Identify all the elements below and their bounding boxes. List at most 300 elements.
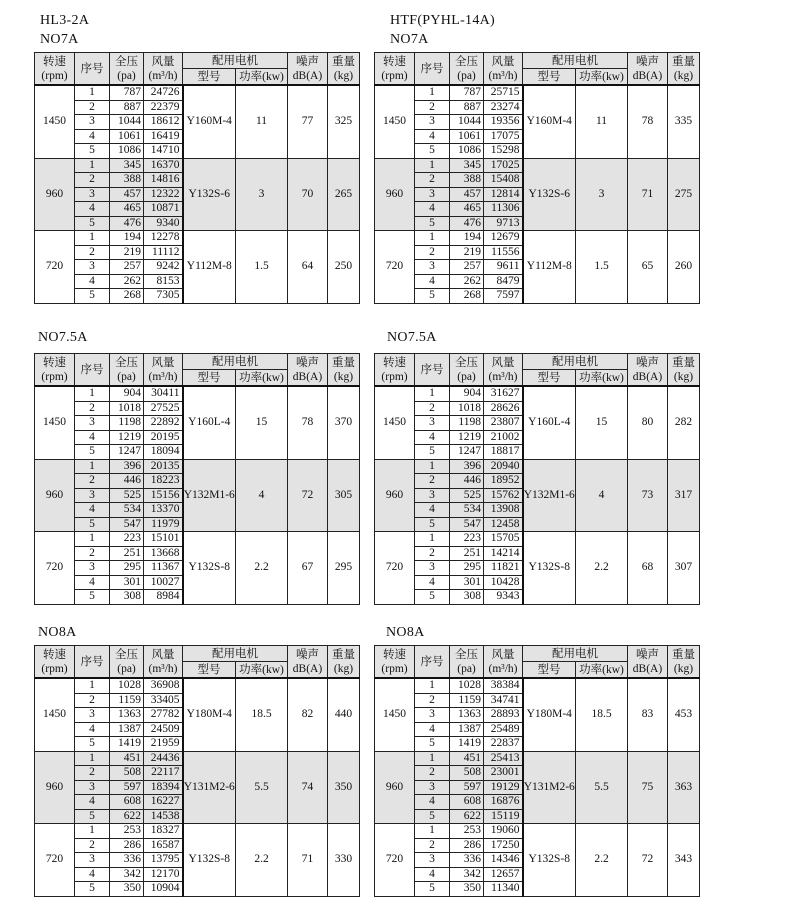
header-airflow [144,646,183,679]
motor-power-cell: 2.2 [236,532,288,605]
airflow-cell: 19356 [484,115,523,130]
speed-cell: 1450 [35,678,75,751]
header-motor-model: 型号 [183,69,236,86]
header-airflow-label: 风量 [491,648,515,661]
header-weight-label: 重量 [332,648,355,661]
header-speed-label: 转速 [383,356,406,369]
pressure-cell: 547 [110,517,144,532]
pressure-cell: 223 [110,532,144,547]
header-airflow-label: 风量 [151,356,175,369]
header-pressure-unit: (pa) [457,69,476,82]
airflow-cell: 23807 [484,416,523,431]
pressure-cell: 525 [110,488,144,503]
header-pressure [450,354,484,387]
index-cell: 5 [415,809,450,824]
header-weight-label: 重量 [332,55,355,68]
airflow-cell: 18817 [484,445,523,460]
header-index [75,354,110,387]
index-cell: 3 [75,780,110,795]
noise-cell: 83 [628,678,668,751]
noise-cell: 74 [288,751,328,824]
motor-power-cell: 1.5 [236,231,288,304]
index-cell: 3 [75,561,110,576]
pressure-cell: 787 [450,85,484,100]
header-pressure [110,354,144,387]
speed-cell: 960 [375,459,415,532]
header-noise [288,646,328,679]
header-weight-unit: (kg) [333,370,354,383]
weight-cell: 343 [668,824,700,897]
airflow-cell: 20195 [144,430,183,445]
airflow-cell: 10027 [144,575,183,590]
pressure-cell: 1159 [450,693,484,708]
weight-cell: 275 [668,158,700,231]
index-cell: 3 [415,780,450,795]
pressure-cell: 1219 [110,430,144,445]
index-cell: 1 [75,532,110,547]
header-motor-model: 型号 [183,370,236,387]
header-pressure-label: 全压 [455,356,478,369]
header-weight [668,53,700,86]
index-cell: 2 [75,100,110,115]
airflow-cell: 8984 [144,590,183,605]
noise-cell: 64 [288,231,328,304]
pressure-cell: 251 [450,546,484,561]
motor-model-cell: Y132S-8 [523,824,576,897]
motor-model-cell: Y131M2-6 [523,751,576,824]
header-pressure [450,53,484,86]
fan-spec-table [34,353,360,605]
weight-cell: 265 [328,158,360,231]
pressure-cell: 253 [110,824,144,839]
weight-cell: 250 [328,231,360,304]
speed-cell: 1450 [35,386,75,459]
speed-cell: 720 [35,532,75,605]
header-noise-unit: dB(A) [632,662,663,675]
airflow-cell: 16587 [144,838,183,853]
noise-cell: 78 [628,85,668,158]
airflow-cell: 19060 [484,824,523,839]
pressure-cell: 308 [450,590,484,605]
header-motor-power: 功率(kw) [576,662,628,679]
airflow-cell: 21002 [484,430,523,445]
index-cell: 5 [415,517,450,532]
airflow-cell: 25413 [484,751,523,766]
airflow-cell: 17025 [484,158,523,173]
airflow-cell: 13370 [144,503,183,518]
index-cell: 3 [75,416,110,431]
header-weight [328,646,360,679]
pressure-cell: 388 [110,173,144,188]
motor-power-cell: 18.5 [576,678,628,751]
index-cell: 2 [75,838,110,853]
header-index [415,354,450,387]
table-row [35,751,360,766]
airflow-cell: 18094 [144,445,183,460]
index-cell: 3 [415,260,450,275]
pressure-cell: 268 [450,289,484,304]
motor-power-cell: 2.2 [576,824,628,897]
table-row [35,85,360,100]
pressure-cell: 1018 [450,401,484,416]
airflow-cell: 16876 [484,795,523,810]
index-cell: 2 [415,245,450,260]
index-cell: 1 [75,386,110,401]
motor-power-cell: 11 [236,85,288,158]
speed-cell: 720 [375,824,415,897]
header-index [75,53,110,86]
pressure-cell: 446 [450,474,484,489]
motor-model-cell: Y180M-4 [183,678,236,751]
airflow-cell: 15298 [484,144,523,159]
pressure-cell: 476 [450,216,484,231]
airflow-cell: 24509 [144,722,183,737]
pressure-cell: 597 [110,780,144,795]
pressure-cell: 608 [110,795,144,810]
header-index-label: 序号 [80,655,104,668]
index-cell: 1 [75,824,110,839]
index-cell: 5 [75,144,110,159]
pressure-cell: 597 [450,780,484,795]
noise-cell: 75 [628,751,668,824]
airflow-cell: 34741 [484,693,523,708]
airflow-cell: 7597 [484,289,523,304]
pressure-cell: 1061 [110,129,144,144]
header-noise-unit: dB(A) [292,370,323,383]
index-cell: 4 [75,430,110,445]
speed-cell: 960 [35,459,75,532]
airflow-cell: 18952 [484,474,523,489]
header-motor: 配用电机 [523,354,628,370]
header-airflow [144,354,183,387]
pressure-cell: 525 [450,488,484,503]
motor-model-cell: Y132S-8 [523,532,576,605]
index-cell: 2 [75,766,110,781]
header-motor: 配用电机 [523,53,628,69]
weight-cell: 330 [328,824,360,897]
header-noise-label: 噪声 [296,356,319,369]
index-cell: 4 [75,795,110,810]
pressure-cell: 547 [450,517,484,532]
pressure-cell: 262 [450,274,484,289]
noise-cell: 72 [628,824,668,897]
airflow-cell: 20940 [484,459,523,474]
pressure-cell: 1018 [110,401,144,416]
pressure-cell: 295 [450,561,484,576]
motor-model-cell: Y132S-6 [523,158,576,231]
motor-model-cell: Y160L-4 [183,386,236,459]
speed-cell: 1450 [35,85,75,158]
weight-cell: 305 [328,459,360,532]
airflow-cell: 25715 [484,85,523,100]
noise-cell: 73 [628,459,668,532]
pressure-cell: 257 [450,260,484,275]
airflow-cell: 14816 [144,173,183,188]
header-motor: 配用电机 [183,646,288,662]
series-title: HTF(PYHL-14A) [390,13,496,28]
header-pressure [450,646,484,679]
header-noise-label: 噪声 [636,55,659,68]
header-noise-unit: dB(A) [632,69,663,82]
table-row [35,231,360,246]
table-row [375,751,700,766]
header-speed-label: 转速 [383,648,406,661]
header-airflow-label: 风量 [151,55,175,68]
table-row [35,386,360,401]
header-airflow [484,646,523,679]
noise-cell: 78 [288,386,328,459]
pressure-cell: 342 [110,867,144,882]
motor-model-cell: Y131M2-6 [183,751,236,824]
motor-power-cell: 5.5 [236,751,288,824]
model-title: NO8A [38,625,77,640]
table-row [375,386,700,401]
header-speed-unit: (rpm) [41,370,68,383]
header-noise-label: 噪声 [636,356,659,369]
index-cell: 2 [75,173,110,188]
airflow-cell: 9242 [144,260,183,275]
index-cell: 2 [75,693,110,708]
index-cell: 1 [415,85,450,100]
index-cell: 5 [75,517,110,532]
index-cell: 1 [415,751,450,766]
index-cell: 4 [75,867,110,882]
model-title: NO7A [40,32,79,47]
airflow-cell: 12170 [144,867,183,882]
header-weight [668,354,700,387]
index-cell: 1 [75,231,110,246]
weight-cell: 282 [668,386,700,459]
pressure-cell: 1159 [110,693,144,708]
header-weight [328,354,360,387]
weight-cell: 307 [668,532,700,605]
airflow-cell: 9713 [484,216,523,231]
index-cell: 3 [75,260,110,275]
model-title: NO8A [386,625,425,640]
airflow-cell: 19129 [484,780,523,795]
index-cell: 2 [415,474,450,489]
weight-cell: 317 [668,459,700,532]
index-cell: 4 [415,795,450,810]
pressure-cell: 787 [110,85,144,100]
pressure-cell: 257 [110,260,144,275]
index-cell: 2 [75,474,110,489]
motor-power-cell: 2.2 [236,824,288,897]
motor-power-cell: 3 [236,158,288,231]
index-cell: 3 [75,708,110,723]
pressure-cell: 465 [450,202,484,217]
header-speed-label: 转速 [383,55,406,68]
motor-power-cell: 5.5 [576,751,628,824]
header-speed [375,646,415,679]
noise-cell: 71 [288,824,328,897]
noise-cell: 71 [628,158,668,231]
motor-power-cell: 4 [576,459,628,532]
table-row [35,678,360,693]
pressure-cell: 1387 [450,722,484,737]
airflow-cell: 10904 [144,882,183,897]
index-cell: 3 [415,187,450,202]
header-pressure-unit: (pa) [457,370,476,383]
index-cell: 5 [415,144,450,159]
header-speed [35,53,75,86]
header-weight [328,53,360,86]
index-cell: 5 [415,590,450,605]
index-cell: 4 [415,202,450,217]
header-motor: 配用电机 [523,646,628,662]
airflow-cell: 18612 [144,115,183,130]
header-airflow-unit: (m³/h) [488,69,518,82]
table-row [35,158,360,173]
motor-power-cell: 18.5 [236,678,288,751]
airflow-cell: 15119 [484,809,523,824]
airflow-cell: 24726 [144,85,183,100]
pressure-cell: 286 [110,838,144,853]
pressure-cell: 446 [110,474,144,489]
airflow-cell: 11556 [484,245,523,260]
table-row [375,231,700,246]
header-noise-label: 噪声 [296,648,319,661]
index-cell: 1 [75,459,110,474]
header-speed-unit: (rpm) [381,662,408,675]
fan-spec-table [34,52,360,304]
airflow-cell: 17250 [484,838,523,853]
header-weight-unit: (kg) [333,69,354,82]
header-weight-unit: (kg) [673,69,694,82]
airflow-cell: 10428 [484,575,523,590]
index-cell: 3 [415,115,450,130]
index-cell: 2 [75,245,110,260]
pressure-cell: 262 [110,274,144,289]
airflow-cell: 17075 [484,129,523,144]
index-cell: 4 [415,867,450,882]
header-airflow-unit: (m³/h) [148,69,178,82]
index-cell: 2 [75,401,110,416]
pressure-cell: 251 [110,546,144,561]
header-motor-power: 功率(kw) [236,370,288,387]
pressure-cell: 345 [450,158,484,173]
index-cell: 4 [75,575,110,590]
header-index [415,646,450,679]
weight-cell: 453 [668,678,700,751]
index-cell: 5 [75,737,110,752]
index-cell: 3 [415,708,450,723]
motor-model-cell: Y132S-8 [183,824,236,897]
airflow-cell: 23001 [484,766,523,781]
airflow-cell: 18223 [144,474,183,489]
airflow-cell: 18394 [144,780,183,795]
weight-cell: 350 [328,751,360,824]
index-cell: 5 [415,882,450,897]
index-cell: 4 [415,503,450,518]
index-cell: 1 [415,386,450,401]
header-airflow [484,354,523,387]
index-cell: 1 [75,678,110,693]
header-motor: 配用电机 [183,354,288,370]
header-speed-unit: (rpm) [41,69,68,82]
noise-cell: 77 [288,85,328,158]
speed-cell: 960 [35,158,75,231]
index-cell: 3 [75,488,110,503]
airflow-cell: 20135 [144,459,183,474]
noise-cell: 82 [288,678,328,751]
index-cell: 5 [75,809,110,824]
motor-power-cell: 11 [576,85,628,158]
airflow-cell: 8153 [144,274,183,289]
model-title: NO7A [390,32,429,47]
header-motor-power: 功率(kw) [236,69,288,86]
airflow-cell: 9343 [484,590,523,605]
motor-model-cell: Y160M-4 [183,85,236,158]
motor-model-cell: Y112M-8 [183,231,236,304]
pressure-cell: 476 [110,216,144,231]
header-weight-label: 重量 [672,356,695,369]
pressure-cell: 286 [450,838,484,853]
motor-model-cell: Y132M1-6 [523,459,576,532]
noise-cell: 80 [628,386,668,459]
pressure-cell: 1086 [450,144,484,159]
airflow-cell: 15762 [484,488,523,503]
motor-model-cell: Y160L-4 [523,386,576,459]
header-pressure-label: 全压 [115,648,138,661]
pressure-cell: 295 [110,561,144,576]
header-pressure-unit: (pa) [117,370,136,383]
noise-cell: 72 [288,459,328,532]
airflow-cell: 28626 [484,401,523,416]
header-airflow-unit: (m³/h) [148,662,178,675]
header-airflow-label: 风量 [491,356,515,369]
header-speed [375,354,415,387]
header-airflow-unit: (m³/h) [488,370,518,383]
airflow-cell: 30411 [144,386,183,401]
pressure-cell: 887 [450,100,484,115]
pressure-cell: 1044 [450,115,484,130]
header-motor-power: 功率(kw) [576,370,628,387]
airflow-cell: 14214 [484,546,523,561]
pressure-cell: 1198 [450,416,484,431]
index-cell: 2 [75,546,110,561]
header-speed [375,53,415,86]
header-index [415,53,450,86]
header-weight-label: 重量 [332,356,355,369]
index-cell: 1 [75,158,110,173]
airflow-cell: 27782 [144,708,183,723]
index-cell: 1 [415,231,450,246]
index-cell: 2 [415,693,450,708]
index-cell: 1 [415,158,450,173]
motor-model-cell: Y180M-4 [523,678,576,751]
pressure-cell: 350 [450,882,484,897]
index-cell: 5 [75,445,110,460]
header-index-label: 序号 [420,655,444,668]
speed-cell: 720 [35,824,75,897]
weight-cell: 260 [668,231,700,304]
header-pressure-unit: (pa) [117,662,136,675]
noise-cell: 70 [288,158,328,231]
pressure-cell: 301 [110,575,144,590]
pressure-cell: 1363 [110,708,144,723]
pressure-cell: 342 [450,867,484,882]
pressure-cell: 308 [110,590,144,605]
airflow-cell: 9611 [484,260,523,275]
airflow-cell: 12657 [484,867,523,882]
index-cell: 2 [415,838,450,853]
pressure-cell: 457 [450,187,484,202]
pressure-cell: 301 [450,575,484,590]
index-cell: 3 [75,853,110,868]
speed-cell: 960 [35,751,75,824]
header-noise-unit: dB(A) [292,69,323,82]
